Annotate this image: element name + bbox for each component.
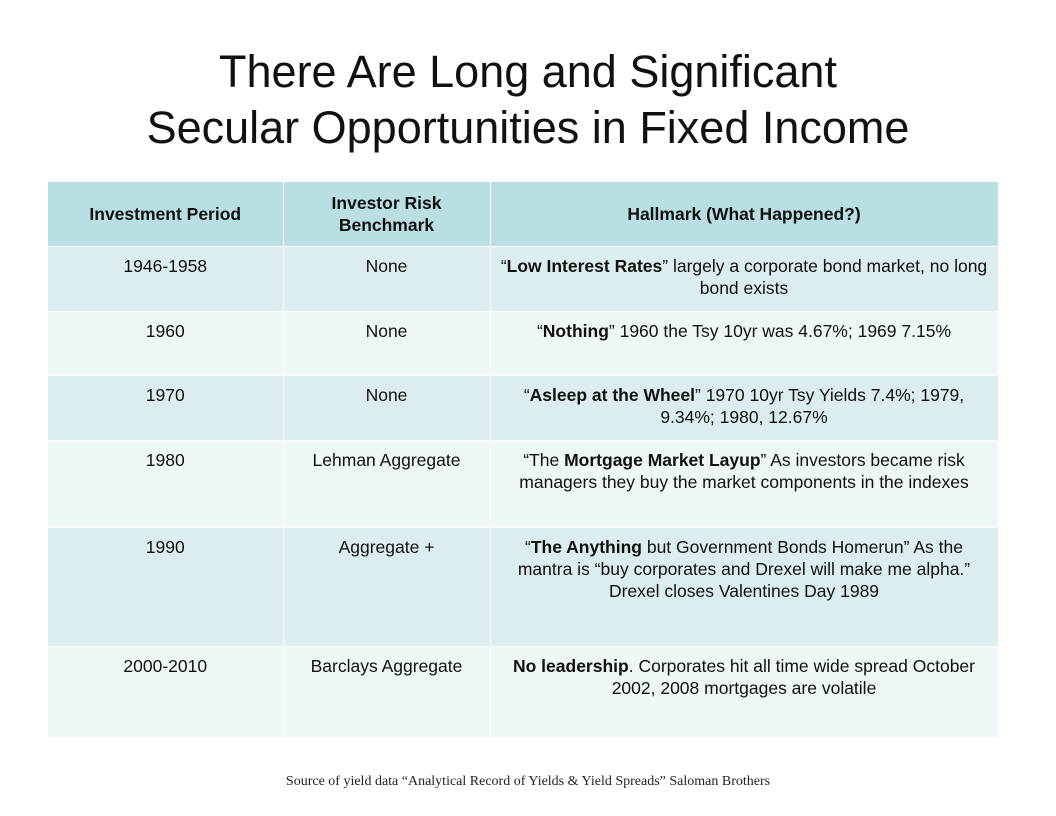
table-header-row	[48, 182, 998, 247]
hallmark-emphasis: Mortgage Market Layup	[564, 450, 761, 470]
cell-hallmark	[490, 312, 998, 376]
header-investor-risk-benchmark: Investor Risk Benchmark	[283, 182, 490, 247]
hallmark-emphasis: The Anything	[530, 537, 642, 557]
hallmark-emphasis: No leadership	[512, 656, 629, 676]
cell-hallmark	[490, 441, 998, 528]
hallmark-open: “	[523, 385, 530, 405]
header-investment-period: Investment Period	[48, 182, 283, 247]
hallmark-rest: but Government Bonds Homerun” As the mantra is “buy corporates and Drexel will make me alpha.” Drexel closes Valentines Day 1989	[517, 537, 971, 601]
hallmark-open: “	[525, 537, 531, 557]
cell-period: 2000-2010	[48, 647, 283, 738]
slide-title-line-1: There Are Long and Significant	[219, 46, 837, 97]
hallmark-emphasis: Nothing	[542, 321, 609, 341]
hallmark-emphasis: Low Interest Rates	[506, 256, 663, 276]
header-hallmark: Hallmark (What Happened?)	[490, 182, 998, 247]
cell-period: 1990	[48, 528, 283, 647]
hallmark-open: “The	[523, 450, 565, 470]
cell-period: 1946-1958	[48, 247, 283, 312]
table-row	[48, 247, 998, 312]
cell-hallmark	[490, 376, 998, 441]
cell-period: 1960	[48, 312, 283, 376]
source-note: Source of yield data “Analytical Record of Yields & Yield Spreads” Saloman Brothers	[285, 774, 771, 789]
cell-hallmark	[490, 247, 998, 312]
hallmark-open: “	[536, 321, 543, 341]
cell-benchmark: None	[283, 247, 490, 312]
hallmark-rest: . Corporates hit all time wide spread October 2002, 2008 mortgages are volatile	[611, 656, 975, 698]
cell-benchmark: Aggregate +	[283, 528, 490, 647]
cell-benchmark: None	[283, 376, 490, 441]
slide-title	[0, 44, 1056, 156]
cell-hallmark	[490, 528, 998, 647]
table-row	[48, 528, 998, 647]
hallmark-rest: ” largely a corporate bond market, no long bond exists	[662, 256, 988, 298]
table-row	[48, 441, 998, 528]
cell-benchmark: Barclays Aggregate	[283, 647, 490, 738]
table-row	[48, 312, 998, 376]
cell-period: 1970	[48, 376, 283, 441]
hallmark-rest: ” 1970 10yr Tsy Yields 7.4%; 1979, 9.34%; 1980, 12.67%	[660, 385, 965, 427]
cell-benchmark: None	[283, 312, 490, 376]
slide-title-line-2: Secular Opportunities in Fixed Income	[146, 102, 910, 153]
cell-period: 1980	[48, 441, 283, 528]
hallmark-emphasis: Asleep at the Wheel	[529, 385, 695, 405]
hallmark-rest: ” 1960 the Tsy 10yr was 4.67%; 1969 7.15%	[608, 321, 952, 341]
opportunities-table	[48, 182, 999, 738]
cell-benchmark: Lehman Aggregate	[283, 441, 490, 528]
cell-hallmark	[490, 647, 998, 738]
hallmark-open: “	[500, 256, 507, 276]
hallmark-rest: ” As investors became risk managers they buy the market components in the indexes	[519, 450, 969, 492]
table-row	[48, 647, 998, 738]
table-row	[48, 376, 998, 441]
